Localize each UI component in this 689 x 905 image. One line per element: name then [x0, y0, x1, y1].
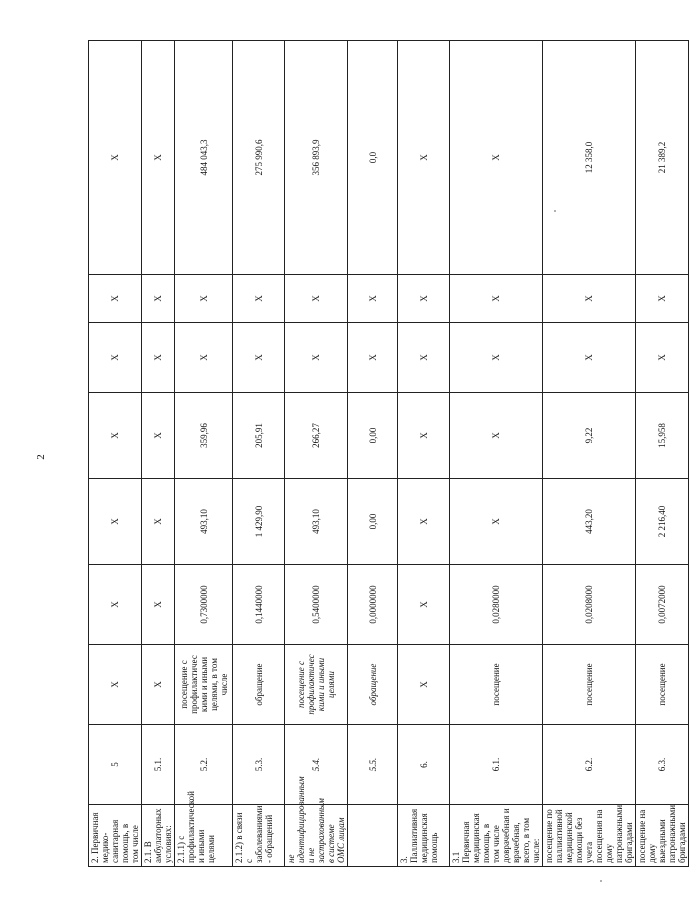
- cell-sum1: X: [398, 323, 450, 393]
- cell-name: не идентифицированным и не застрахованным в системе ОМС лицам: [285, 805, 348, 867]
- cell-name: 3. Паллиативная медицинская помощь: [398, 805, 450, 867]
- cell-sum1: X: [142, 275, 175, 323]
- cell-norm: 0,5400000: [285, 565, 348, 645]
- cell-per_capita: X: [450, 393, 543, 479]
- cell-unit: посещение: [636, 645, 689, 725]
- cell-sum2: 21 389,2: [636, 41, 689, 275]
- cell-cost: 493,10: [285, 479, 348, 565]
- cell-num: 6.1.: [450, 725, 543, 805]
- table-row: [89, 41, 142, 867]
- table-row: [348, 41, 398, 867]
- cell-unit: X: [142, 645, 175, 725]
- cell-unit: обращение: [348, 645, 398, 725]
- cell-num: 5.2.: [175, 725, 233, 805]
- cell-per_capita: X: [142, 393, 175, 479]
- cell-sum1: X: [142, 323, 175, 393]
- cell-per_capita: X: [89, 393, 142, 479]
- cell-sum1: X: [89, 275, 142, 323]
- cell-sum1: X: [89, 323, 142, 393]
- cell-per_capita: 266,27: [285, 393, 348, 479]
- scan-speck: [554, 210, 556, 212]
- cell-sum1: X: [233, 323, 285, 393]
- cell-cost: X: [142, 479, 175, 565]
- cell-sum1: X: [543, 275, 636, 323]
- cell-name: [348, 805, 398, 867]
- table-row: [285, 41, 348, 867]
- cell-unit: X: [398, 645, 450, 725]
- cell-unit: посещение с профилактичес кими и иными целями: [285, 645, 348, 725]
- scan-speck: [600, 880, 602, 882]
- cell-name: 2.1. В амбулаторных условиях:: [142, 805, 175, 867]
- cell-per_capita: 9,22: [543, 393, 636, 479]
- cell-norm: 0,0000000: [348, 565, 398, 645]
- table-container: [88, 41, 687, 867]
- cell-sum2: 12 358,0: [543, 41, 636, 275]
- cell-sum2: X: [450, 41, 543, 275]
- cell-per_capita: 15,958: [636, 393, 689, 479]
- cell-sum2: X: [142, 41, 175, 275]
- table-row: [543, 41, 636, 867]
- cell-sum1: X: [636, 275, 689, 323]
- table-row: [450, 41, 543, 867]
- cell-cost: 0,00: [348, 479, 398, 565]
- cell-num: 5.5.: [348, 725, 398, 805]
- cell-sum2: 275 990,6: [233, 41, 285, 275]
- cell-sum1: X: [398, 275, 450, 323]
- cell-cost: 493,10: [175, 479, 233, 565]
- data-table: [88, 40, 689, 867]
- cell-sum1: X: [285, 323, 348, 393]
- cell-per_capita: X: [398, 393, 450, 479]
- cell-sum2: X: [89, 41, 142, 275]
- cell-sum2: 0,0: [348, 41, 398, 275]
- cell-unit: посещение с профилактичес кими и иными целями, в том числе: [175, 645, 233, 725]
- cell-per_capita: 0,00: [348, 393, 398, 479]
- table-row: [175, 41, 233, 867]
- cell-cost: 2 216,40: [636, 479, 689, 565]
- cell-norm: X: [398, 565, 450, 645]
- cell-sum2: 484 043,3: [175, 41, 233, 275]
- cell-unit: X: [89, 645, 142, 725]
- cell-cost: X: [398, 479, 450, 565]
- cell-norm: 0,1440000: [233, 565, 285, 645]
- cell-sum1: X: [233, 275, 285, 323]
- cell-per_capita: 359,96: [175, 393, 233, 479]
- table-row: [142, 41, 175, 867]
- cell-norm: X: [89, 565, 142, 645]
- cell-num: 5.3.: [233, 725, 285, 805]
- cell-norm: 0,0280000: [450, 565, 543, 645]
- cell-sum2: 356 893,9: [285, 41, 348, 275]
- cell-cost: X: [89, 479, 142, 565]
- cell-norm: X: [142, 565, 175, 645]
- cell-sum1: X: [543, 323, 636, 393]
- cell-sum1: X: [348, 275, 398, 323]
- cell-unit: обращение: [233, 645, 285, 725]
- cell-sum1: X: [175, 275, 233, 323]
- cell-norm: 0,7300000: [175, 565, 233, 645]
- page-number: 2: [34, 454, 47, 460]
- cell-name: 2.1.1) с профилактической и иными целями: [175, 805, 233, 867]
- cell-sum1: X: [636, 323, 689, 393]
- cell-name: 2.1.2) в связи с заболеваниями - обращений: [233, 805, 285, 867]
- cell-sum1: X: [348, 323, 398, 393]
- cell-unit: посещение: [450, 645, 543, 725]
- cell-sum1: X: [285, 275, 348, 323]
- cell-num: 6.2.: [543, 725, 636, 805]
- table-row: [398, 41, 450, 867]
- cell-name: 3.1 Первичная медицинская помощь, в том числе доврачебная и врачебная, всего, в том числе:: [450, 805, 543, 867]
- cell-num: 5: [89, 725, 142, 805]
- cell-unit: посещение: [543, 645, 636, 725]
- cell-cost: 443,20: [543, 479, 636, 565]
- cell-name: 2. Первичная медико-санитарная помощь, в том числе: [89, 805, 142, 867]
- cell-per_capita: 205,91: [233, 393, 285, 479]
- cell-norm: 0,0072000: [636, 565, 689, 645]
- cell-num: 6.3.: [636, 725, 689, 805]
- cell-cost: 1 429,90: [233, 479, 285, 565]
- cell-cost: X: [450, 479, 543, 565]
- cell-num: 5.1.: [142, 725, 175, 805]
- cell-num: 6.: [398, 725, 450, 805]
- table-row: [233, 41, 285, 867]
- cell-num: 5.4.: [285, 725, 348, 805]
- cell-sum1: X: [450, 323, 543, 393]
- cell-sum1: X: [450, 275, 543, 323]
- cell-name: посещение по паллиативной медицинской помощи без учета посещения на дому патронажными бригадами: [543, 805, 636, 867]
- cell-sum1: X: [175, 323, 233, 393]
- table-row: [636, 41, 689, 867]
- cell-norm: 0,0208000: [543, 565, 636, 645]
- cell-sum2: X: [398, 41, 450, 275]
- cell-name: посещение на дому выездными патронажными бригадами: [636, 805, 689, 867]
